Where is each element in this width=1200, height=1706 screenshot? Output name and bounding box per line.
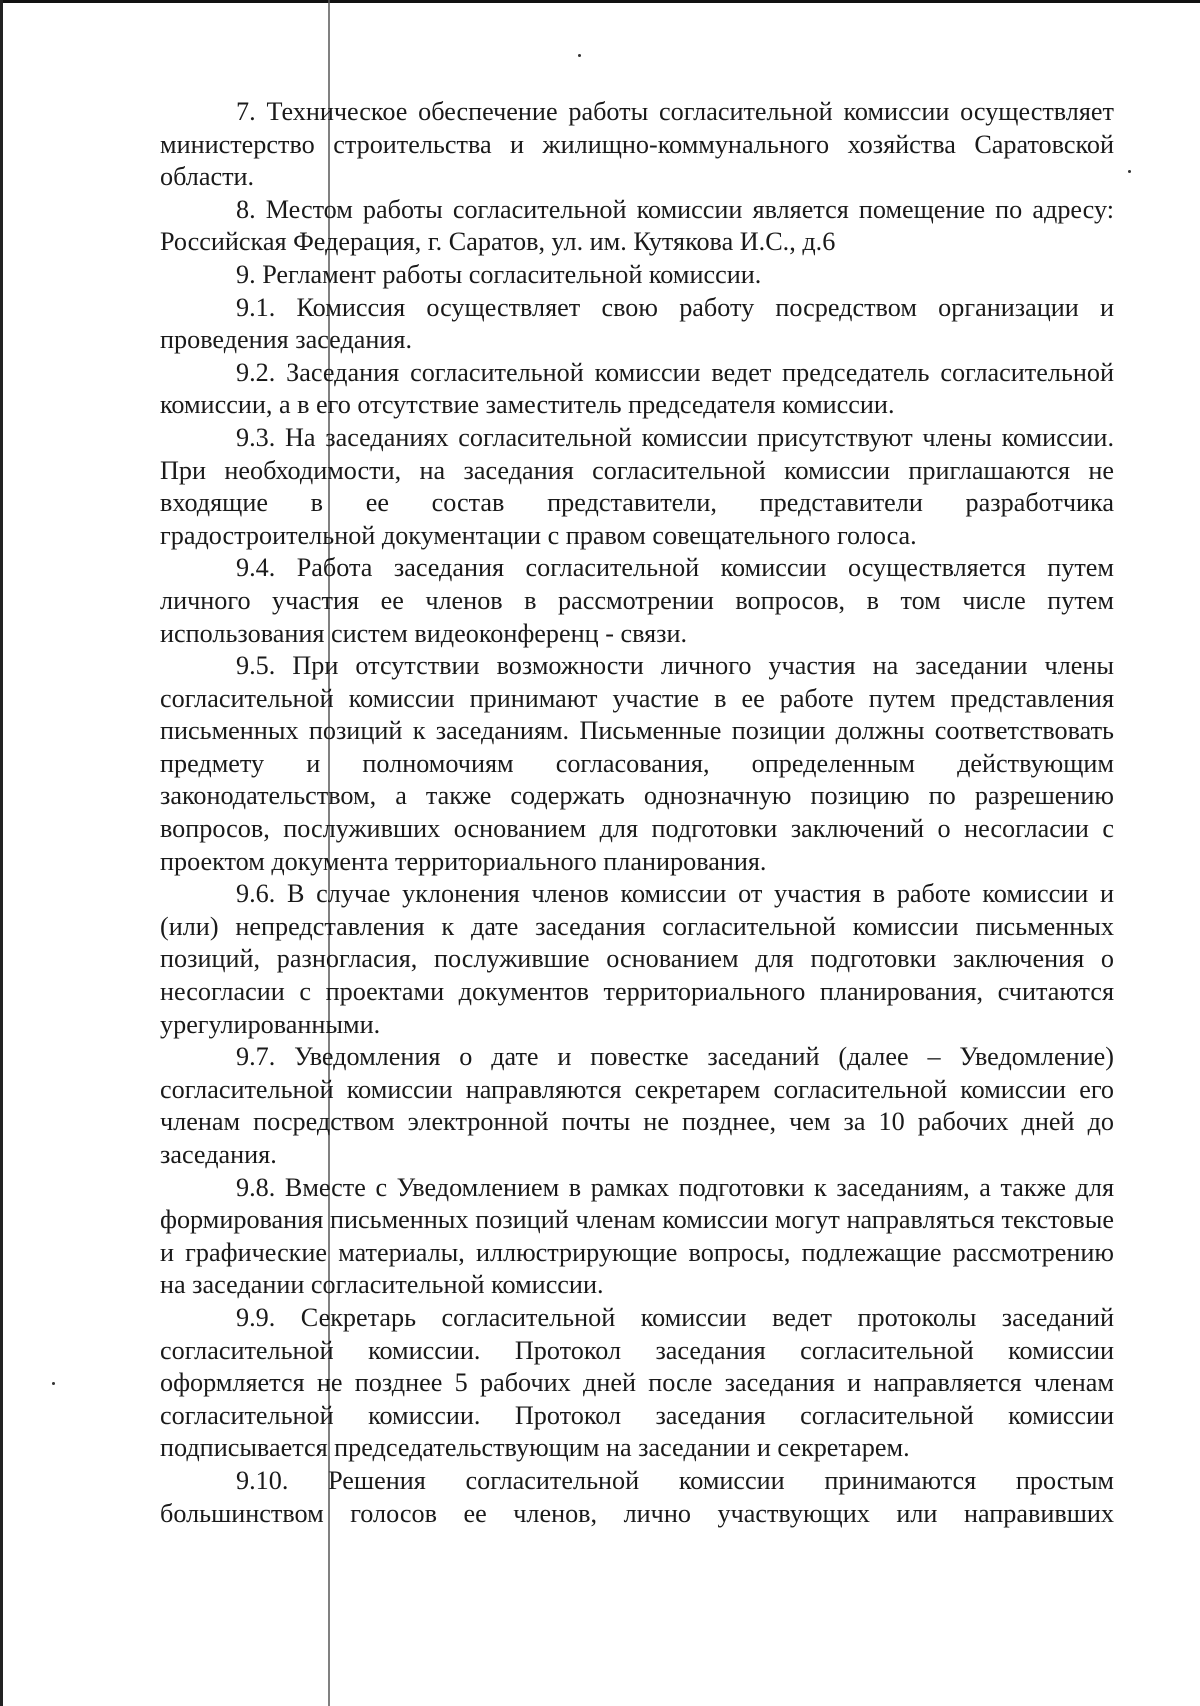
paragraph-9-9: 9.9. Секретарь согласительной комиссии ведет протоколы заседаний согласительной комиссии. Протокол заседания согласительной комиссии оформляется не позднее 5 рабочих дней после заседания и направляется членам согласительной комиссии. Протокол заседания согласительной комиссии подписывается председательствующим на заседании и секретарем. xyxy=(160,1302,1114,1463)
scan-edge-left xyxy=(0,0,3,1706)
scan-edge-top xyxy=(0,0,1200,3)
paragraph-8: 8. Местом работы согласительной комиссии является помещение по адресу: Российская Федерация, г. Саратов, ул. им. Кутякова И.С., д.6 xyxy=(160,194,1114,257)
scan-speck xyxy=(1128,170,1131,173)
paragraph-9-3: 9.3. На заседаниях согласительной комиссии присутствуют члены комиссии. При необходимости, на заседания согласительной комиссии приглашаются не входящие в ее состав представители, представители разработчика градостроительной документации с правом совещательного голоса. xyxy=(160,422,1114,550)
paragraph-9-5: 9.5. При отсутствии возможности личного участия на заседании члены согласительной комиссии принимают участие в ее работе путем представления письменных позиций к заседаниям. Письменные позиции должны соответствовать предмету и полномочиям согласования, определенным действующим законодательством, а также содержать однозначную позицию по разрешению вопросов, послуживших основанием для подготовки заключений о несогласии с проектом документа территориального планирования. xyxy=(160,651,1114,876)
scan-speck xyxy=(578,54,581,57)
paragraph-9-1: 9.1. Комиссия осуществляет свою работу посредством организации и проведения заседания. xyxy=(160,292,1114,355)
paragraph-7: 7. Техническое обеспечение работы согласительной комиссии осуществляет министерство строительства и жилищно-коммунального хозяйства Саратовской области. xyxy=(160,97,1114,192)
paragraph-9: 9. Регламент работы согласительной комиссии. xyxy=(236,259,762,289)
scan-speck xyxy=(52,1382,55,1385)
paragraph-9-10: 9.10. Решения согласительной комиссии принимаются простым большинством голосов ее членов, лично участвующих или направивших xyxy=(160,1465,1114,1528)
paragraph-9-8: 9.8. Вместе с Уведомлением в рамках подготовки к заседаниям, а также для формирования письменных позиций членам комиссии могут направляться текстовые и графические материалы, иллюстрирующие вопросы, подлежащие рассмотрению на заседании согласительной комиссии. xyxy=(160,1172,1114,1300)
paragraph-9-2: 9.2. Заседания согласительной комиссии ведет председатель согласительной комиссии, а в его отсутствие заместитель председателя комиссии. xyxy=(160,357,1114,420)
document-body xyxy=(160,96,1114,1530)
paragraph-9-4: 9.4. Работа заседания согласительной комиссии осуществляется путем личного участия ее членов в рассмотрении вопросов, в том числе путем использования систем видеоконференц - связи. xyxy=(160,553,1114,648)
paragraph-9-6: 9.6. В случае уклонения членов комиссии от участия в работе комиссии и (или) непредставления к дате заседания согласительной комиссии письменных позиций, разногласия, послужившие основанием для подготовки заключения о несогласии с проектами документов территориального планирования, считаются урегулированными. xyxy=(160,879,1114,1039)
paragraph-9-7: 9.7. Уведомления о дате и повестке заседаний (далее – Уведомление) согласительной комиссии направляются секретарем согласительной комиссии его членам посредством электронной почты не позднее, чем за 10 рабочих дней до заседания. xyxy=(160,1042,1114,1169)
